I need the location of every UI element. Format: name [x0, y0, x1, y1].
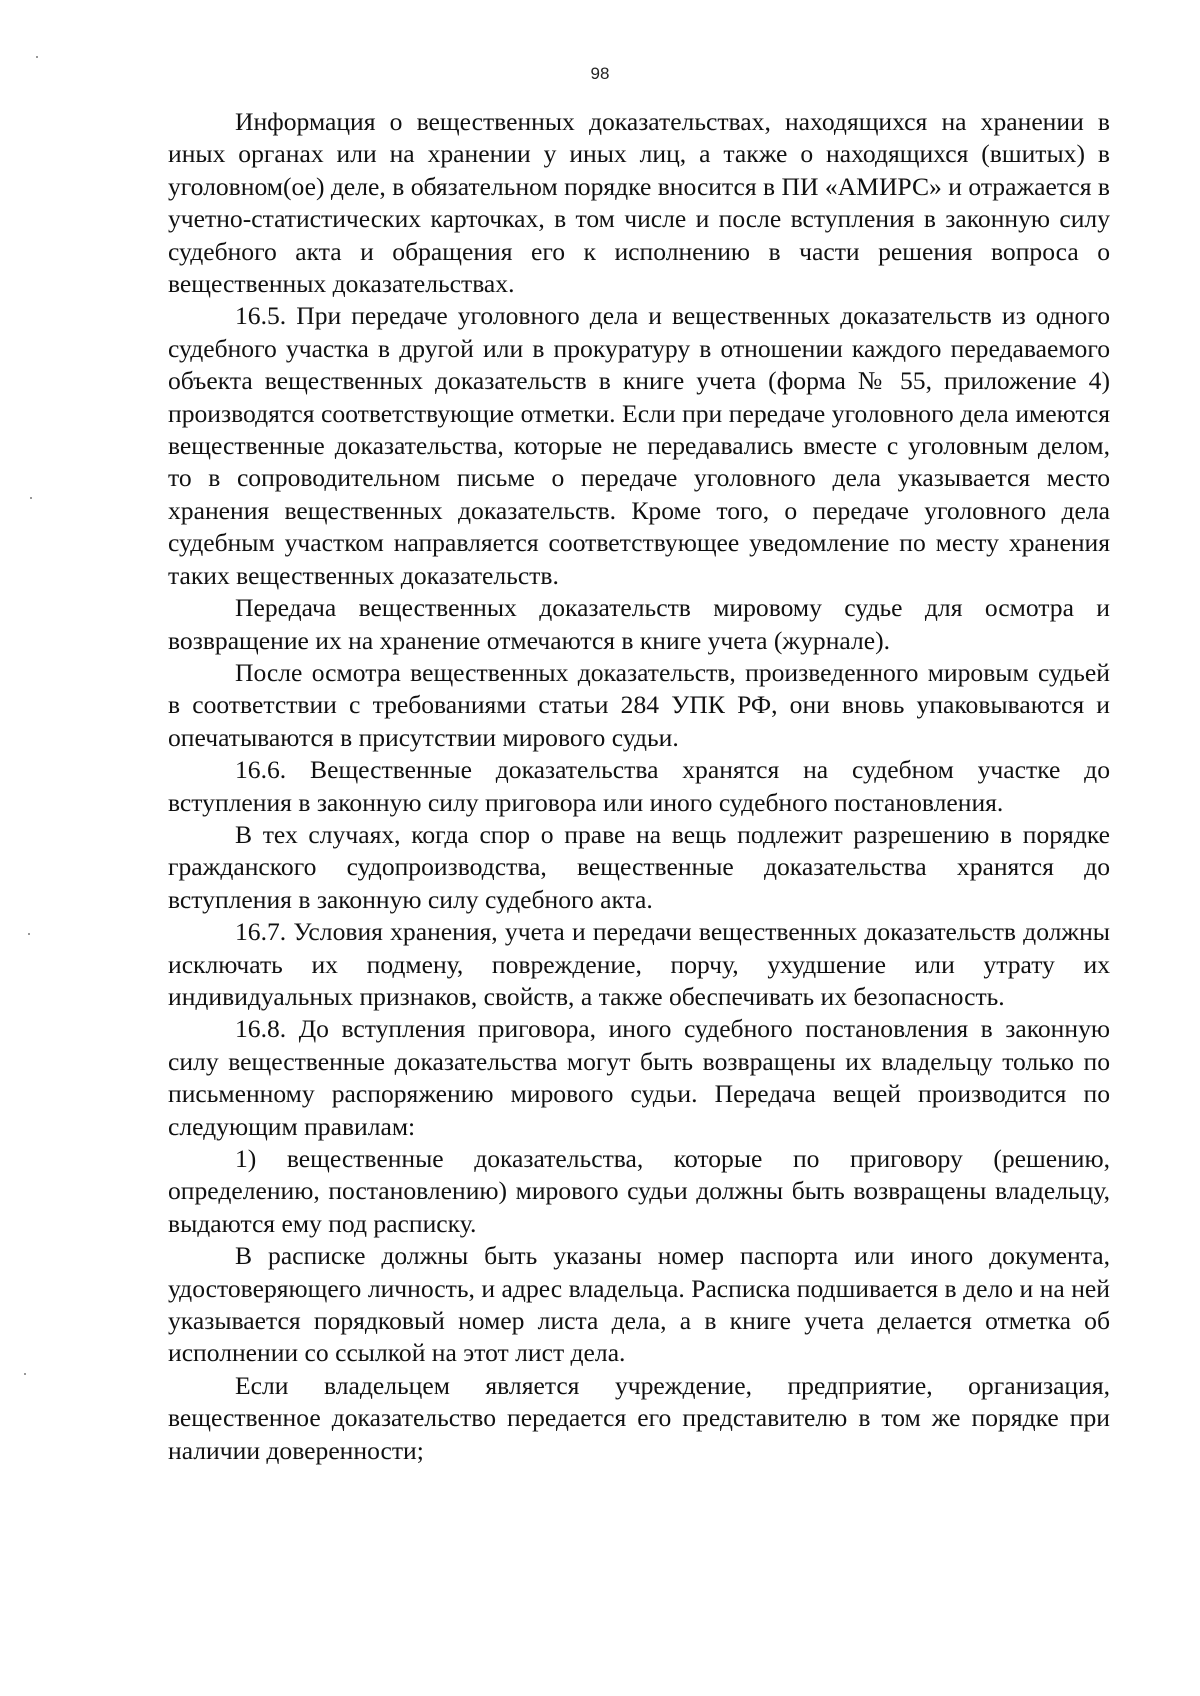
- paragraph-after-inspection: После осмотра вещественных доказательств, произведенного мировым судьей в соответствии с требованиями статьи 284 УПК РФ, они вновь упаковываются и опечатываются в присутствии мирового судьи.: [168, 657, 1110, 752]
- paragraph-16-7: 16.7. Условия хранения, учета и передачи вещественных доказательств должны исключать их подмену, повреждение, порчу, ухудшение или утрату их индивидуальных признаков, свойств, а также обеспечивать их безопасность.: [168, 917, 1110, 1011]
- paragraph-16-5: 16.5. При передаче уголовного дела и вещественных доказательств из одного судебного участка в другой или в прокуратуру в отношении каждого передаваемого объекта вещественных доказательств в книге учета (форма № 55, приложение 4) производятся соответствующие отметки. Если при передаче уголовного дела имеются вещественные доказательства, которые не передавались вместе с уголовным делом, то в сопроводительном письме о передаче уголовного дела указывается место хранения вещественных доказательств. Кроме того, о передаче уголовного дела судебным участком направляется соответствующее уведомление по месту хранения таких вещественных доказательств.: [168, 301, 1110, 590]
- paragraph-16-8: 16.8. До вступления приговора, иного судебного постановления в законную силу вещественные доказательства могут быть возвращены их владельцу только по письменному распоряжению мирового судьи. Передача вещей производится по следующим правилам:: [168, 1014, 1110, 1141]
- scan-speck: [24, 1373, 26, 1375]
- paragraph-transfer-to-judge: Передача вещественных доказательств мировому судье для осмотра и возвращение их на хранение отмечаются в книге учета (журнале).: [168, 593, 1110, 655]
- paragraph-rule-1: 1) вещественные доказательства, которые по приговору (решению, определению, постановлению) мирового судьи должны быть возвращены владельцу, выдаются ему под расписку.: [168, 1144, 1110, 1238]
- paragraph-civil-dispute: В тех случаях, когда спор о праве на вещь подлежит разрешению в порядке гражданского судопроизводства, вещественные доказательства хранятся до вступления в законную силу судебного акта.: [168, 819, 1110, 914]
- scan-speck: [28, 933, 30, 935]
- document-body: [168, 106, 1110, 1467]
- scan-speck: [30, 497, 32, 499]
- paragraph-16-6: 16.6. Вещественные доказательства хранятся на судебном участке до вступления в законную силу приговора или иного судебного постановления.: [168, 755, 1110, 817]
- paragraph-evidence-info: Информация о вещественных доказательствах, находящихся на хранении в иных органах или на хранении у иных лиц, а также о находящихся (вшитых) в уголовном(ое) деле, в обязательном порядке вносится в ПИ «АМИРС» и отражается в учетно-статистических карточках, в том числе и после вступления в законную силу судебного акта и обращения его к исполнению в части решения вопроса о вещественных доказательствах.: [168, 107, 1110, 299]
- paragraph-organization-owner: Если владельцем является учреждение, предприятие, организация, вещественное доказательство передается его представителю в том же порядке при наличии доверенности;: [168, 1370, 1110, 1465]
- scan-speck: [36, 56, 38, 58]
- paragraph-receipt: В расписке должны быть указаны номер паспорта или иного документа, удостоверяющего личность, и адрес владельца. Расписка подшивается в дело и на ней указывается порядковый номер листа дела, а в книге учета делается отметка об исполнении со ссылкой на этот лист дела.: [168, 1241, 1110, 1368]
- page-number: 98: [590, 64, 610, 83]
